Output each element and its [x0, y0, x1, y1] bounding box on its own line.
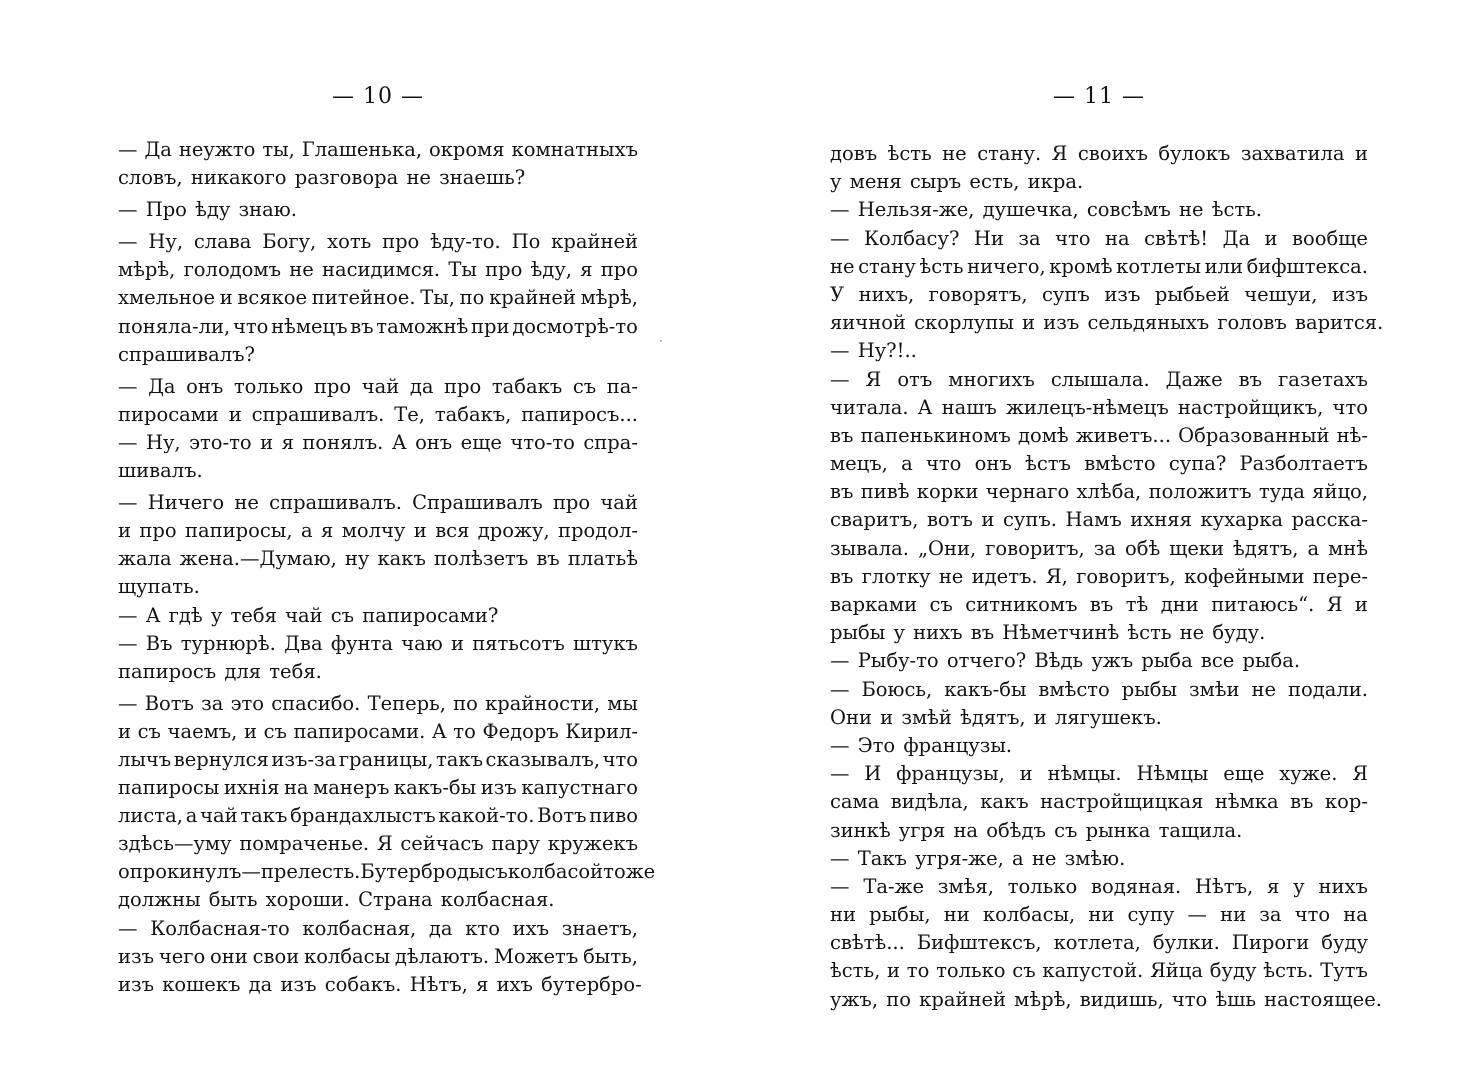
text-line: — Да онъ только про чай да про табакъ съ па-: [118, 374, 638, 398]
text-line: У нихъ, говорятъ, супъ изъ рыбьей чешуи, изъ: [830, 282, 1368, 306]
text-line: — Да неужто ты, Глашенька, окромя комнатныхъ: [118, 138, 638, 161]
left-page-text: [118, 136, 656, 999]
text-line: изъ кошекъ да изъ собакъ. Нѣтъ, я ихъ бутербро-: [118, 972, 642, 996]
text-line: — Ну?!..: [830, 339, 917, 363]
text-line: въ пивѣ корки чернаго хлѣба, положитъ туда яйцо,: [830, 480, 1368, 504]
text-line: сама видѣла, какъ настройщицкая нѣмка въ кор-: [830, 790, 1368, 814]
text-line: — Въ турнюрѣ. Два фунта чаю и пятьсотъ штукъ: [118, 631, 638, 655]
text-line: сваритъ, вотъ и супъ. Намъ ихняя кухарка расска-: [830, 508, 1368, 532]
text-line: мецъ, а что онъ ѣстъ вмѣсто супа? Разболтаетъ: [830, 452, 1368, 476]
text-line: варками съ ситникомъ въ тѣ дни питаюсь“. Я и: [830, 593, 1368, 616]
text-line: — Это французы.: [830, 733, 1013, 757]
text-line: Они и змѣй ѣдятъ, и лягушекъ.: [830, 705, 1162, 729]
text-line: — Про ѣду знаю.: [118, 198, 297, 222]
text-line: — Ну, это-то и я понялъ. А онъ еще что-то спра-: [118, 430, 638, 454]
text-line: въ папенькиномъ домѣ живетъ... Образованный нѣ-: [830, 423, 1368, 447]
text-line: зинкѣ угря на обѣдъ съ рынка тащила.: [830, 818, 1243, 842]
text-line: ѣсть, и то только съ капустой. Яйца буду ѣсть. Тутъ: [830, 959, 1368, 983]
text-line: читала. А нашъ жилецъ-нѣмецъ настройщикъ, что: [830, 395, 1368, 419]
text-line: и съ чаемъ, и съ папиросами. А то Федоръ Кирил-: [118, 719, 638, 743]
text-line: шивалъ.: [118, 459, 203, 483]
text-line: — Колбасная-то колбасная, да кто ихъ знаетъ,: [118, 916, 638, 940]
text-line: папиросъ для тебя.: [118, 659, 322, 683]
text-line: лычъ вернулся изъ-за границы, такъ сказывалъ, что: [118, 747, 638, 771]
text-line: должны быть хороши. Страна колбасная.: [118, 888, 555, 912]
text-line: листа, а чай такъ брандахлыстъ какой-то. Вотъ пиво: [118, 804, 638, 828]
text-line: щупать.: [118, 575, 200, 599]
text-line: — Колбасу? Ни за что на свѣтѣ! Да и вообще: [830, 226, 1368, 250]
text-line: словъ, никакого разговора не знаешь?: [118, 166, 526, 190]
text-line: пиросами и спрашивалъ. Те, табакъ, папиросъ...: [118, 402, 638, 426]
text-line: въ глотку не идетъ. Я, говоритъ, кофейными пере-: [830, 564, 1368, 588]
text-line: хмельное и всякое питейное. Ты, по крайней мѣрѣ,: [118, 286, 638, 310]
text-line: — Я отъ многихъ слышала. Даже въ газетахъ: [830, 367, 1368, 391]
text-line: — Рыбу-то отчего? Вѣдь ужъ рыба все рыба.: [830, 649, 1301, 673]
text-line: у меня сыръ есть, икра.: [830, 170, 1084, 194]
text-line: ужъ, по крайней мѣрѣ, видишь, что ѣшь настоящее.: [830, 987, 1382, 1011]
text-line: не стану ѣсть ничего, кромѣ котлеты или бифштекса.: [830, 254, 1368, 278]
text-line: спрашивалъ?: [118, 342, 256, 366]
text-line: — Ну, слава Богу, хоть про ѣду-то. По крайней: [118, 230, 638, 254]
text-line: жала жена.—Думаю, ну какъ полѣзетъ въ платьѣ: [118, 547, 638, 571]
text-line: — И французы, и нѣмцы. Нѣмцы еще хуже. Я: [830, 762, 1368, 786]
text-line: папиросы ихнія на манеръ какъ-бы изъ капустнаго: [118, 776, 638, 800]
text-line: свѣтѣ... Бифштексъ, котлета, булки. Пироги буду: [830, 931, 1368, 955]
text-line: — Такъ угря-же, а не змѣю.: [830, 846, 1126, 870]
text-line: поняла-ли, что нѣмецъ въ таможнѣ при досмотрѣ-то: [118, 314, 638, 338]
text-line: и про папиросы, а я молчу и вся дрожу, продол-: [118, 519, 638, 543]
text-line: — Нельзя-же, душечка, совсѣмъ не ѣсть.: [830, 198, 1263, 222]
text-line: — Боюсь, какъ-бы вмѣсто рыбы змѣи не подали.: [830, 677, 1368, 701]
page-number-left: — 10 —: [332, 84, 424, 109]
text-line: ни рыбы, ни колбасы, ни супу — ни за что на: [830, 903, 1368, 927]
text-line: опрокинулъ—прелесть. Бутерброды съ колбасой тоже: [118, 860, 656, 884]
text-line: — Ничего не спрашивалъ. Спрашивалъ про чай: [118, 491, 638, 515]
text-line: яичной скорлупы и изъ сельдяныхъ головъ варится.: [830, 311, 1384, 335]
text-line: изъ чего они свои колбасы дѣлаютъ. Можетъ быть,: [118, 944, 638, 968]
text-line: здѣсь—уму помраченье. Я сейчасъ пару кружекъ: [118, 832, 638, 856]
text-line: — А гдѣ у тебя чай съ папиросами?: [118, 603, 499, 627]
right-page-text: [830, 140, 1384, 1014]
text-line: рыбы у нихъ въ Нѣметчинѣ ѣсть не буду.: [830, 621, 1266, 645]
gutter-mark: [660, 340, 662, 342]
text-line: зывала. „Они, говоритъ, за обѣ щеки ѣдятъ, а мнѣ: [830, 536, 1368, 560]
text-line: — Та-же змѣя, только водяная. Нѣтъ, я у нихъ: [830, 874, 1368, 898]
text-line: — Вотъ за это спасибо. Теперь, по крайности, мы: [118, 691, 638, 715]
page-number-right: — 11 —: [1053, 84, 1145, 109]
text-line: довъ ѣсть не стану. Я своихъ булокъ захватила и: [830, 142, 1368, 165]
text-line: мѣрѣ, голодомъ не насидимся. Ты про ѣду, я про: [118, 258, 638, 282]
